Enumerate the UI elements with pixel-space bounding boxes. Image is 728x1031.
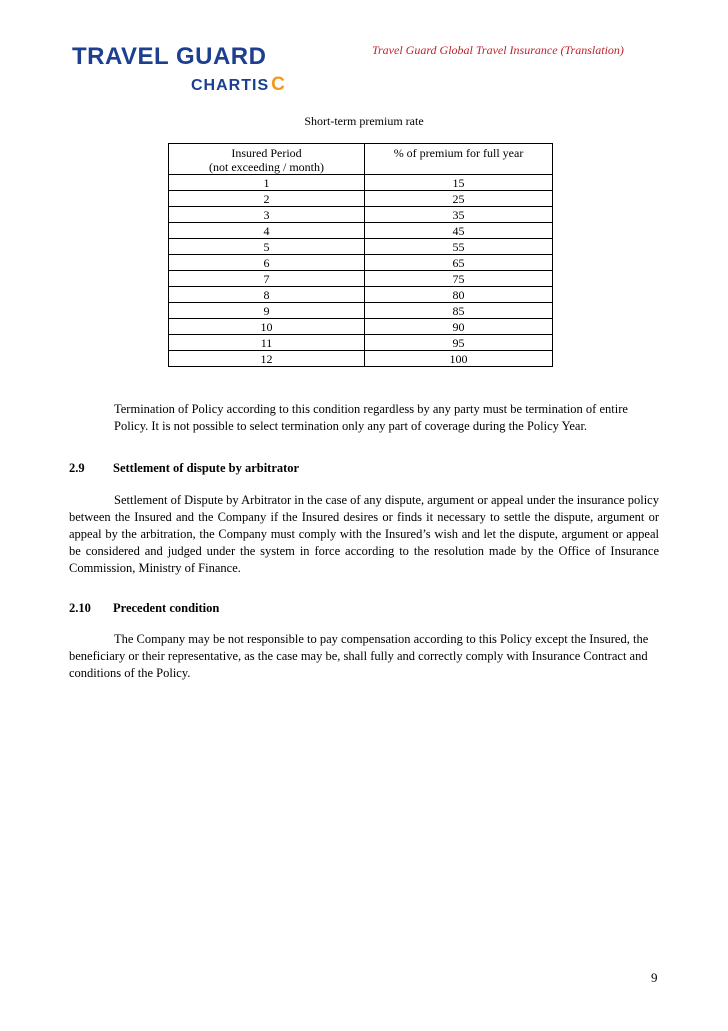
- cell-percent: 100: [365, 351, 553, 367]
- cell-percent: 80: [365, 287, 553, 303]
- column-header-period-line2: (not exceeding / month): [209, 160, 324, 174]
- table-header-row: [169, 144, 553, 175]
- cell-months: 5: [169, 239, 365, 255]
- cell-months: 3: [169, 207, 365, 223]
- table-caption: Short-term premium rate: [304, 114, 424, 128]
- company-logo: [72, 43, 286, 95]
- cell-percent: 25: [365, 191, 553, 207]
- cell-percent: 85: [365, 303, 553, 319]
- cell-months: 7: [169, 271, 365, 287]
- column-header-period-line1: Insured Period: [231, 146, 302, 160]
- cell-percent: 35: [365, 207, 553, 223]
- cell-months: 2: [169, 191, 365, 207]
- section-title-2-9: Settlement of dispute by arbitrator: [113, 461, 300, 475]
- logo-main-text: TRAVEL GUARD: [72, 43, 267, 70]
- table-row: [169, 351, 553, 367]
- table-row: [169, 207, 553, 223]
- document-title: Travel Guard Global Travel Insurance (Translation): [372, 43, 624, 57]
- logo-sub-text: [191, 74, 286, 96]
- table-row: [169, 175, 553, 191]
- section-number-2-10: 2.10: [69, 601, 91, 615]
- table-row: [169, 287, 553, 303]
- logo-sub-label: CHARTIS: [191, 77, 270, 94]
- section-number-2-9: 2.9: [69, 461, 85, 475]
- cell-months: 10: [169, 319, 365, 335]
- cell-percent: 55: [365, 239, 553, 255]
- rate-table-body: [169, 175, 553, 367]
- cell-months: 8: [169, 287, 365, 303]
- column-header-period: [169, 144, 365, 175]
- cell-months: 12: [169, 351, 365, 367]
- cell-percent: 90: [365, 319, 553, 335]
- arbitration-paragraph: Settlement of Dispute by Arbitrator in the case of any dispute, argument or appeal under the insurance policy between the Insured and the Company if the Insured desires or finds it necessary to settle the dispute, argument or appeal by the arbitration, the Company must comply with the Insured’s wish and let the dispute, argument or appeal be considered and judged under the system in force according to the resolution made by the Office of Insurance Commission, Ministry of Finance.: [69, 493, 659, 575]
- premium-rate-table: [168, 143, 553, 367]
- chartis-mark-icon: C: [271, 74, 286, 95]
- cell-percent: 95: [365, 335, 553, 351]
- cell-months: 9: [169, 303, 365, 319]
- table-row: [169, 319, 553, 335]
- cell-months: 11: [169, 335, 365, 351]
- table-row: [169, 223, 553, 239]
- cell-percent: 45: [365, 223, 553, 239]
- table-row: [169, 255, 553, 271]
- cell-months: 4: [169, 223, 365, 239]
- cell-months: 6: [169, 255, 365, 271]
- table-row: [169, 303, 553, 319]
- page-number: 9: [651, 970, 658, 985]
- column-header-percent: % of premium for full year: [365, 144, 553, 175]
- cell-percent: 75: [365, 271, 553, 287]
- precedent-paragraph: The Company may be not responsible to pay compensation according to this Policy except the Insured, the beneficiary or their representative, as the case may be, shall fully and correctly comply with Insurance Contract and conditions of the Policy.: [69, 632, 649, 680]
- section-title-2-10: Precedent condition: [113, 601, 220, 615]
- table-row: [169, 335, 553, 351]
- cell-months: 1: [169, 175, 365, 191]
- table-row: [169, 271, 553, 287]
- cell-percent: 15: [365, 175, 553, 191]
- cell-percent: 65: [365, 255, 553, 271]
- table-row: [169, 191, 553, 207]
- table-row: [169, 239, 553, 255]
- termination-paragraph: Termination of Policy according to this condition regardless by any party must be termination of entire Policy. It is not possible to select termination only any part of coverage during the Policy Year.: [114, 402, 628, 433]
